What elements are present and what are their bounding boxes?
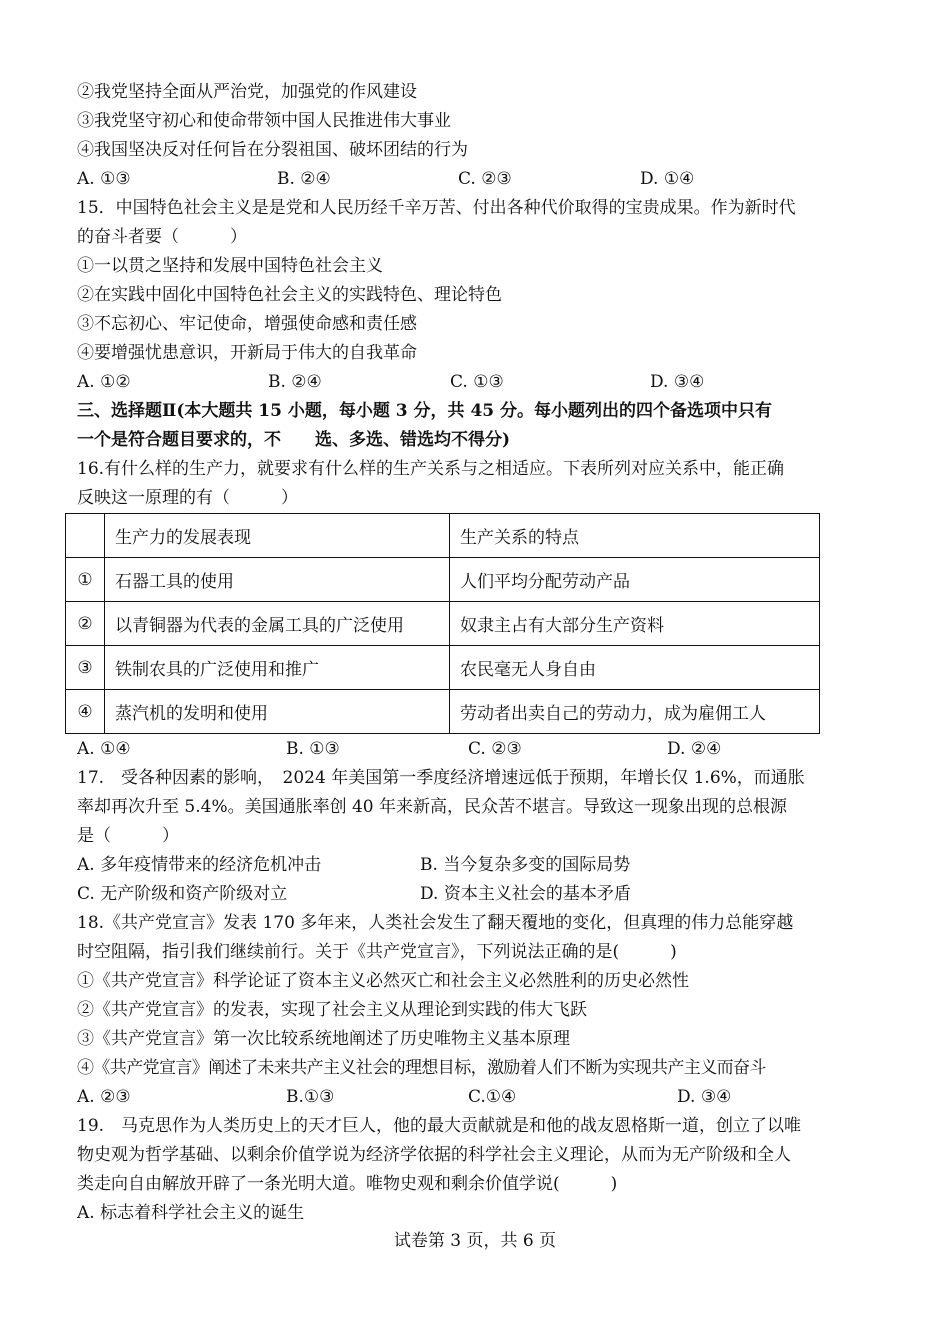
q18-item-3: ③《共产党宣言》第一次比较系统地阐述了历史唯物主义基本原理 — [77, 1029, 570, 1049]
q15-item-3: ③不忘初心、牢记使命，增强使命感和责任感 — [77, 314, 417, 334]
q15-item-1: ①一以贯之坚持和发展中国特色社会主义 — [77, 256, 383, 276]
q16-table-header-num — [66, 514, 105, 558]
q16-row-3-relations: 农民毫无人身自由 — [450, 646, 820, 690]
q16-option-d[interactable]: D. ②④ — [667, 739, 722, 759]
q17-option-b[interactable]: B. 当今复杂多变的国际局势 — [420, 855, 631, 875]
section-3-title-line1: 三、选择题Ⅱ(本大题共 15 小题，每小题 3 分，共 45 分。每小题列出的四个备选项中只有 — [77, 401, 773, 421]
q14-option-a[interactable]: A. ①③ — [77, 169, 131, 189]
q14-item-4: ④我国坚决反对任何旨在分裂祖国、破坏团结的行为 — [77, 140, 468, 160]
table-row — [66, 646, 820, 690]
q17-option-a[interactable]: A. 多年疫情带来的经济危机冲击 — [77, 855, 322, 875]
q16-row-2-relations: 奴隶主占有大部分生产资料 — [450, 602, 820, 646]
q18-stem-line1: 18.《共产党宣言》发表 170 多年来，人类社会发生了翻天覆地的变化，但真理的伟力总能穿越 — [77, 913, 794, 933]
q16-option-c[interactable]: C. ②③ — [468, 739, 522, 759]
table-row — [66, 690, 820, 734]
q17-stem-line3: 是（ ） — [77, 826, 179, 846]
q18-option-d[interactable]: D. ③④ — [677, 1087, 732, 1107]
q15-option-d[interactable]: D. ③④ — [650, 372, 705, 392]
q15-option-a[interactable]: A. ①② — [77, 372, 131, 392]
q15-option-b[interactable]: B. ②④ — [268, 372, 322, 392]
q19-stem-line2: 物史观为哲学基础、以剩余价值学说为经济学依据的科学社会主义理论，从而为无产阶级和全人 — [77, 1145, 791, 1165]
q14-option-c[interactable]: C. ②③ — [458, 169, 512, 189]
q18-option-c[interactable]: C.①④ — [468, 1087, 517, 1107]
section-3-title-line2: 一个是符合题目要求的，不 选、多选、错选均不得分) — [77, 430, 511, 450]
q17-stem-line1: 17. 受各种因素的影响， 2024 年美国第一季度经济增速远低于预期，年增长仅 1.6%，而通胀 — [77, 768, 805, 788]
q16-row-4-productivity: 蒸汽机的发明和使用 — [105, 690, 450, 734]
q14-option-d[interactable]: D. ①④ — [640, 169, 695, 189]
q14-option-b[interactable]: B. ②④ — [277, 169, 331, 189]
q18-option-b[interactable]: B.①③ — [286, 1087, 335, 1107]
q16-row-2-productivity: 以青铜器为代表的金属工具的广泛使用 — [105, 602, 450, 646]
q16-row-3-productivity: 铁制农具的广泛使用和推广 — [105, 646, 450, 690]
q18-option-a[interactable]: A. ②③ — [77, 1087, 131, 1107]
q17-option-c[interactable]: C. 无产阶级和资产阶级对立 — [77, 884, 288, 904]
q16-option-b[interactable]: B. ①③ — [286, 739, 340, 759]
q18-item-2: ②《共产党宣言》的发表，实现了社会主义从理论到实践的伟大飞跃 — [77, 1000, 587, 1020]
q16-stem-line1: 16.有什么样的生产力，就要求有什么样的生产关系与之相适应。下表所列对应关系中，能正确 — [77, 459, 785, 479]
q16-stem-line2: 反映这一原理的有（ ） — [77, 488, 298, 508]
q16-table-header-productivity: 生产力的发展表现 — [105, 514, 450, 558]
q19-option-a[interactable]: A. 标志着科学社会主义的诞生 — [77, 1203, 305, 1223]
q16-row-1-relations: 人们平均分配劳动产品 — [450, 558, 820, 602]
page-footer: 试卷第 3 页，共 6 页 — [393, 1231, 557, 1251]
q15-item-4: ④要增强忧患意识，开新局于伟大的自我革命 — [77, 343, 417, 363]
q15-stem-line1: 15．中国特色社会主义是是党和人民历经千辛万苦、付出各种代价取得的宝贵成果。作为新时代 — [77, 198, 796, 218]
q16-row-2-num: ② — [66, 602, 105, 646]
q16-table-header-relations: 生产关系的特点 — [450, 514, 820, 558]
q16-option-a[interactable]: A. ①④ — [77, 739, 131, 759]
q18-stem-line2: 时空阻隔，指引我们继续前行。关于《共产党宣言》，下列说法正确的是( ) — [77, 942, 677, 962]
q16-row-4-relations: 劳动者出卖自己的劳动力，成为雇佣工人 — [450, 690, 820, 734]
q19-stem-line1: 19. 马克思作为人类历史上的天才巨人，他的最大贡献就是和他的战友恩格斯一道，创立了以唯 — [77, 1116, 802, 1136]
table-row — [66, 602, 820, 646]
q16-table-header-row — [66, 514, 820, 558]
q17-stem-line2: 率却再次升至 5.4%。美国通胀率创 40 年来新高，民众苦不堪言。导致这一现象出现的总根源 — [77, 797, 788, 817]
q19-stem-line3: 类走向自由解放开辟了一条光明大道。唯物史观和剩余价值学说( ) — [77, 1174, 618, 1194]
q16-row-3-num: ③ — [66, 646, 105, 690]
q16-table — [65, 513, 820, 734]
q16-row-4-num: ④ — [66, 690, 105, 734]
q14-item-3: ③我党坚守初心和使命带领中国人民推进伟大事业 — [77, 111, 451, 131]
q18-item-4: ④《共产党宣言》阐述了未来共产主义社会的理想目标，激励着人们不断为实现共产主义而奋斗 — [77, 1058, 766, 1078]
q15-option-c[interactable]: C. ①③ — [450, 372, 504, 392]
table-row — [66, 558, 820, 602]
q17-option-d[interactable]: D. 资本主义社会的基本矛盾 — [420, 884, 631, 904]
q18-item-1: ①《共产党宣言》科学论证了资本主义必然灭亡和社会主义必然胜利的历史必然性 — [77, 971, 689, 991]
q14-item-2: ②我党坚持全面从严治党，加强党的作风建设 — [77, 82, 417, 102]
q15-item-2: ②在实践中固化中国特色社会主义的实践特色、理论特色 — [77, 285, 502, 305]
q16-row-1-num: ① — [66, 558, 105, 602]
q15-stem-line2: 的奋斗者要（ ） — [77, 227, 247, 247]
q16-row-1-productivity: 石器工具的使用 — [105, 558, 450, 602]
